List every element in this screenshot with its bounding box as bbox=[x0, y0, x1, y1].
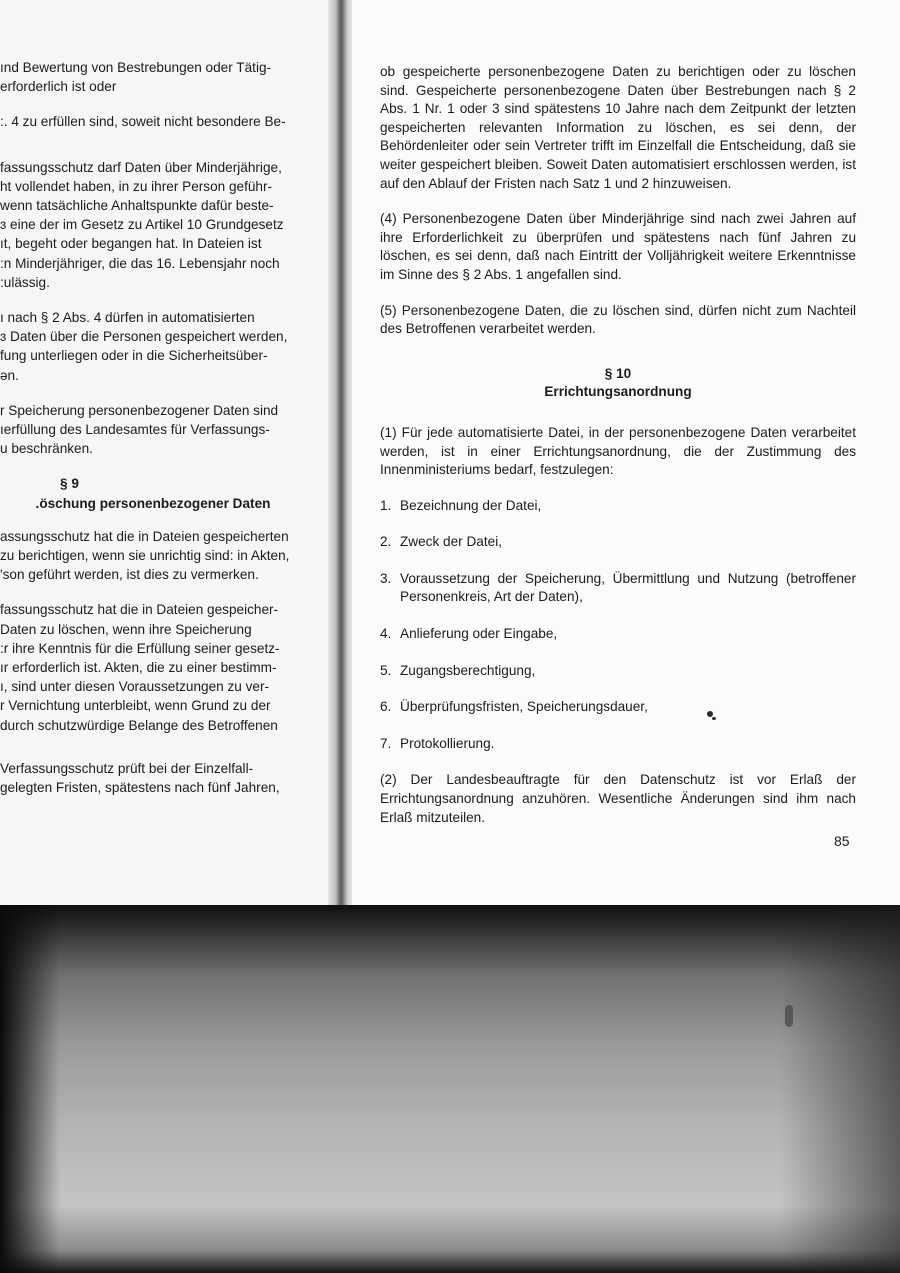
left-paragraph-2 bbox=[0, 112, 306, 131]
section-number: § 10 bbox=[604, 365, 632, 381]
section-title: .öschung personenbezogener Daten bbox=[35, 495, 271, 511]
text-line: fassungsschutz hat die in Dateien gespeicher- bbox=[0, 602, 279, 618]
left-paragraph-6 bbox=[0, 527, 306, 585]
text-line: r Vernichtung unterbleibt, wenn Grund zu der bbox=[0, 698, 271, 714]
text-line: fung unterliegen oder in die Sicherheitsüber- bbox=[0, 348, 268, 364]
section-10-paragraph-2: (2) Der Landesbeauftragte für den Datenschutz ist vor Erlaß der Errichtungsanordnung anzuhören. Wesentliche Änderungen sind ihm nach Erlaß mitzuteilen. bbox=[380, 772, 856, 825]
list-item: 6. Überprüfungsfristen, Speicherungsdauer, bbox=[380, 699, 648, 715]
text-line: ən. bbox=[0, 367, 19, 383]
text-line: zu berichtigen, wenn sie unrichtig sind: in Akten, bbox=[0, 548, 290, 564]
text-line: gelegten Fristen, spätestens nach fünf Jahren, bbox=[0, 780, 280, 796]
list-item: 3. Voraussetzung der Speicherung, Übermittlung und Nutzung (betroffener Personenkreis, Art der Daten), bbox=[380, 570, 856, 605]
left-paragraph-1 bbox=[0, 58, 306, 96]
left-paragraph-7 bbox=[0, 600, 306, 734]
text-line: :n Minderjähriger, die das 16. Lebensjahr noch bbox=[0, 255, 280, 271]
section-title: Errichtungsanordnung bbox=[544, 384, 692, 400]
text-line: :. 4 zu erfüllen sind, soweit nicht besondere Be- bbox=[0, 114, 286, 130]
text-line: ɜ Daten über die Personen gespeichert werden, bbox=[0, 329, 288, 345]
text-line: r Speicherung personenbezogener Daten sind bbox=[0, 402, 279, 418]
list-item: 7. Protokollierung. bbox=[380, 735, 495, 751]
section-9-heading bbox=[0, 474, 306, 512]
book-gutter bbox=[328, 0, 354, 905]
left-paragraph-5 bbox=[0, 401, 306, 459]
page-number: 85 bbox=[834, 833, 850, 849]
list-item: 5. Zugangsberechtigung, bbox=[380, 662, 536, 678]
scan-speck bbox=[707, 711, 713, 717]
text-line: wenn tatsächliche Anhaltspunkte dafür beste- bbox=[0, 198, 274, 214]
text-line: durch schutzwürdige Belange des Betroffenen bbox=[0, 717, 278, 733]
left-paragraph-3 bbox=[0, 158, 306, 292]
text-line: ıt, begeht oder begangen hat. In Dateien ist bbox=[0, 236, 262, 252]
text-line: ıerfüllung des Landesamtes für Verfassungs- bbox=[0, 422, 270, 438]
text-line: fassungsschutz darf Daten über Minderjährige, bbox=[0, 159, 282, 175]
text-line: assungsschutz hat die in Dateien gespeicherten bbox=[0, 528, 289, 544]
list-item: 4. Anlieferung oder Eingabe, bbox=[380, 626, 558, 642]
left-page-text bbox=[0, 58, 306, 813]
text-line: u beschränken. bbox=[0, 441, 93, 457]
left-paragraph-8 bbox=[0, 759, 306, 797]
text-line: :ulässig. bbox=[0, 274, 50, 290]
text-line: ır erforderlich ist. Akten, die zu einer bestimm- bbox=[0, 660, 277, 676]
text-line: 'son geführt werden, ist dies zu vermerken. bbox=[0, 567, 259, 583]
text-line: ı, sind unter diesen Voraussetzungen zu ver- bbox=[0, 679, 270, 695]
text-line: ınd Bewertung von Bestrebungen oder Tätig- bbox=[0, 60, 272, 75]
scan-spot bbox=[785, 1005, 793, 1027]
right-paragraph-5: (5) Personenbezogene Daten, die zu löschen sind, dürfen nicht zum Nachteil des Betroffenen verarbeitet werden. bbox=[380, 302, 856, 337]
left-paragraph-4 bbox=[0, 308, 306, 385]
section-10-heading bbox=[380, 365, 856, 402]
scan-background bbox=[0, 905, 900, 1273]
text-line: Verfassungsschutz prüft bei der Einzelfall- bbox=[0, 760, 254, 776]
scan-shadow bbox=[0, 905, 60, 1273]
left-page bbox=[0, 0, 338, 905]
scan-shadow bbox=[780, 905, 900, 1273]
list-item: 1. Bezeichnung der Datei, bbox=[380, 497, 542, 513]
scan-speck bbox=[712, 717, 716, 720]
text-line: ɜ eine der im Gesetz zu Artikel 10 Grundgesetz bbox=[0, 217, 284, 233]
text-line: Daten zu löschen, wenn ihre Speicherung bbox=[0, 621, 252, 637]
right-paragraph-4: (4) Personenbezogene Daten über Minderjährige sind nach zwei Jahren auf ihre Erforderlichkeit zu überprüfen und spätestens nach fünf Jahren zu löschen, es sei denn, daß nach Eintritt der Volljährigkeit weitere Erkenntnisse im Sinne des § 2 Abs. 1 angefallen sind. bbox=[380, 211, 856, 282]
text-line: erforderlich ist oder bbox=[0, 79, 117, 95]
text-line: :r ihre Kenntnis für die Erfüllung seiner gesetz- bbox=[0, 640, 280, 656]
section-10-intro: (1) Für jede automatisierte Datei, in der personenbezogene Daten verarbeitet werden, ist in einer Errichtungsanordnung, die der Zustimmung des Innenministeriums bedarf, festzulegen: bbox=[380, 424, 856, 478]
right-paragraph-3-continued: ob gespeicherte personenbezogene Daten zu berichtigen oder zu löschen sind. Gespeicherte personenbezogene Daten über Bestrebungen nach § 2 Abs. 1 Nr. 1 oder 3 sind spätestens 10 Jahre nach dem Zeitpunkt der letzten gespeicherten relevanten Information zu löschen, es sei denn, der Behördenleiter oder sein Vertreter trifft im Einzelfall die Entscheidung, daß sie weiter gespeichert bleiben. Soweit Daten automatisiert erschlossen werden, ist auf den Ablauf der Fristen nach Satz 1 und 2 hinzuweisen. bbox=[380, 64, 856, 191]
section-number: § 9 bbox=[60, 476, 79, 492]
list-item: 2. Zweck der Datei, bbox=[380, 534, 502, 550]
text-line: ı nach § 2 Abs. 4 dürfen in automatisierten bbox=[0, 310, 255, 326]
text-line: ht vollendet haben, in zu ihrer Person geführ- bbox=[0, 178, 273, 194]
requirements-list bbox=[380, 497, 856, 754]
right-page-text bbox=[380, 63, 856, 844]
